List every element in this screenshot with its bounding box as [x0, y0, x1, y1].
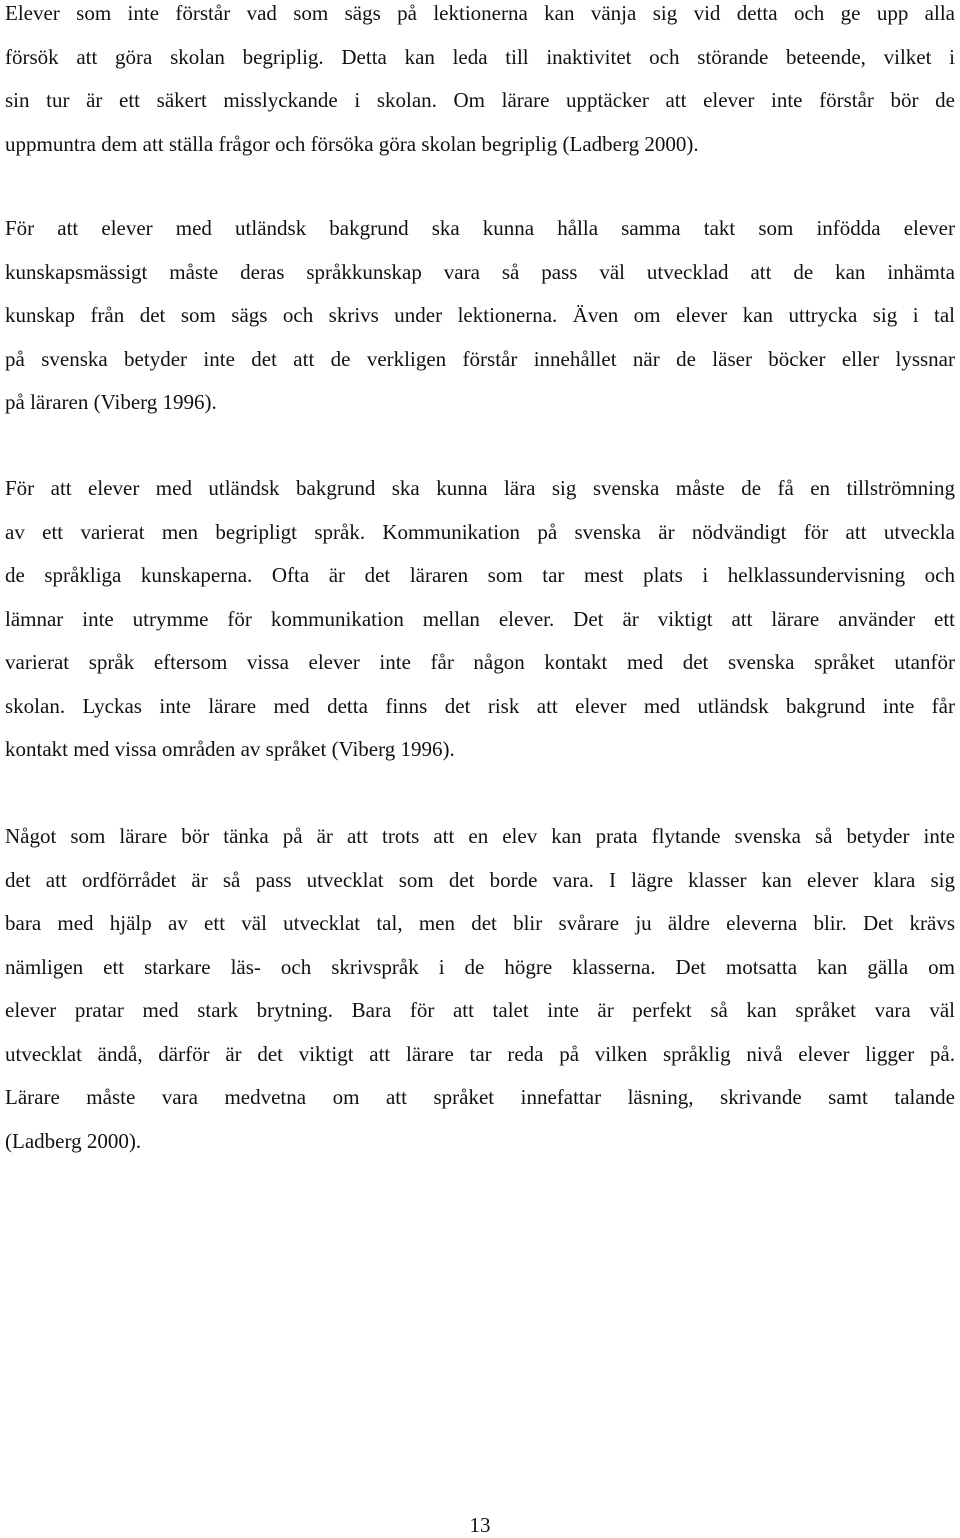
- paragraph-3-line-4: lämnar inte utrymme för kommunikation mellan elever. Det är viktigt att lärare använder ett: [5, 606, 955, 631]
- paragraph-3-line-3: de språkliga kunskaperna. Ofta är det läraren som tar mest plats i helklassundervisning och: [5, 563, 955, 587]
- paragraph-3-line-6: skolan. Lyckas inte lärare med detta finns det risk att elever med utländsk bakgrund inte får: [5, 693, 955, 718]
- paragraph-2-line-5: på läraren (Viberg 1996).: [5, 390, 217, 414]
- page-number-text: 13: [469, 1513, 491, 1537]
- paragraph-1-line-3: sin tur är ett säkert misslyckande i skolan. Om lärare upptäcker att elever inte förstår bör de: [5, 88, 955, 112]
- paragraph-3-line-1: För att elever med utländsk bakgrund ska kunna lära sig svenska måste de få en tillströmning: [5, 476, 955, 500]
- paragraph-1-line-1: Elever som inte förstår vad som sägs på lektionerna kan vänja sig vid detta och ge upp alla: [5, 1, 955, 25]
- paragraph-3: [5, 467, 955, 772]
- paragraph-1-line-4: uppmuntra dem att ställa frågor och försöka göra skolan begriplig (Ladberg 2000).: [5, 131, 699, 156]
- paragraph-4-line-6: utvecklat ändå, därför är det viktigt att lärare tar reda på vilken språklig nivå elever ligger på.: [5, 1041, 955, 1066]
- paragraph-2-line-3: kunskap från det som sägs och skrivs under lektionerna. Även om elever kan uttrycka sig i tal: [5, 303, 955, 327]
- paragraph-4-line-5: elever pratar med stark brytning. Bara för att talet inte är perfekt så kan språket vara väl: [5, 998, 955, 1022]
- paragraph-4-line-7: Lärare måste vara medvetna om att språket innefattar läsning, skrivande samt talande: [5, 1085, 955, 1109]
- paragraph-1: [5, 0, 955, 166]
- paragraph-4: [5, 815, 955, 1163]
- paragraph-4-line-1: Något som lärare bör tänka på är att trots att en elev kan prata flytande svenska så betyder inte: [5, 824, 955, 848]
- paragraph-2-line-4: på svenska betyder inte det att de verkligen förstår innehållet när de läser böcker eller lyssnar: [5, 346, 955, 371]
- paragraph-2: [5, 207, 955, 425]
- paragraph-2-line-1: För att elever med utländsk bakgrund ska kunna hålla samma takt som infödda elever: [5, 216, 955, 240]
- paragraph-3-line-2: av ett varierat men begripligt språk. Kommunikation på svenska är nödvändigt för att utveckla: [5, 519, 955, 544]
- paragraph-4-line-3: bara med hjälp av ett väl utvecklat tal, men det blir svårare ju äldre eleverna blir. Det krävs: [5, 911, 955, 935]
- paragraph-2-line-2: kunskapsmässigt måste deras språkkunskap vara så pass väl utvecklad att de kan inhämta: [5, 259, 955, 284]
- paragraph-4-line-4: nämligen ett starkare läs- och skrivspråk i de högre klasserna. Det motsatta kan gälla om: [5, 954, 955, 979]
- paragraph-1-line-2: försök att göra skolan begriplig. Detta kan leda till inaktivitet och störande beteende, vilket i: [5, 44, 955, 69]
- paragraph-4-line-2: det att ordförrådet är så pass utvecklat som det borde vara. I lägre klasser kan elever klara sig: [5, 867, 955, 892]
- page-number: [0, 1512, 960, 1538]
- paragraph-4-line-8: (Ladberg 2000).: [5, 1128, 142, 1153]
- paragraph-3-line-7: kontakt med vissa områden av språket (Viberg 1996).: [5, 737, 455, 761]
- paragraph-3-line-5: varierat språk eftersom vissa elever inte får någon kontakt med det svenska språket utanför: [5, 650, 955, 674]
